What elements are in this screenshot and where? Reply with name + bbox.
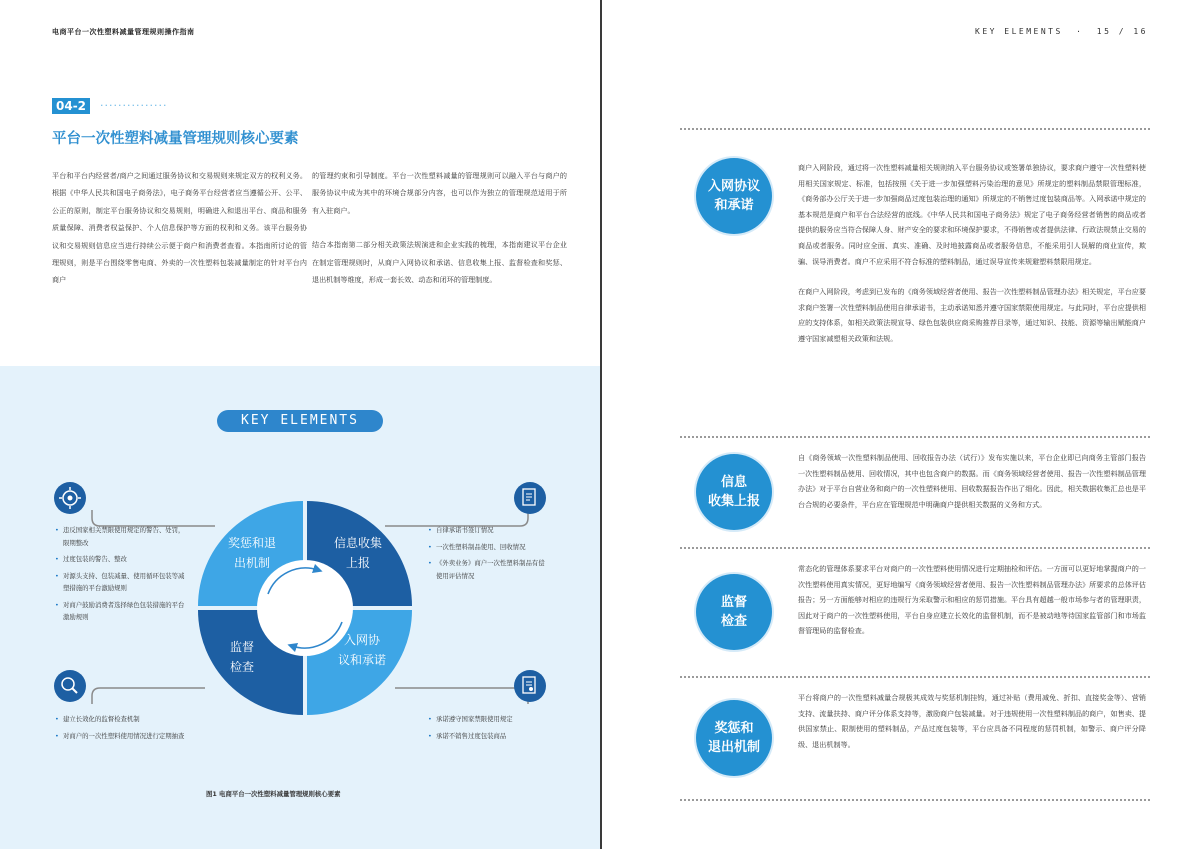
bullets-info-collection bbox=[428, 524, 550, 586]
section-body-entry-agreement bbox=[798, 160, 1146, 347]
list-item: • 一次性塑料制品使用、回收情况 bbox=[428, 541, 550, 554]
section-badge-label: 信息 收集上报 bbox=[707, 475, 760, 509]
list-item: • 承诺不销售过度包装商品 bbox=[428, 730, 550, 743]
running-title: 电商平台一次性塑料减量管理规则操作指南 bbox=[52, 28, 195, 36]
list-item: • 《外卖业务》商户一次性塑料制品有偿使用评估情况 bbox=[428, 557, 550, 582]
intro-paragraph: 的管理约束和引导制度。平台一次性塑料减量的管理规则可以融入平台与商户的服务协议中成为其中的环境合规部分内容，也可以作为独立的管理规范适用于所有入驻商户。 bbox=[312, 171, 567, 215]
divider bbox=[680, 799, 1150, 801]
list-item: • 承诺遵守国家禁限使用规定 bbox=[428, 713, 550, 726]
quadrant-label-entry-agreement: 入网协 议和承诺 bbox=[337, 633, 386, 667]
list-item: • 对源头支持、包装减量、使用循环包装等减塑措施的平台激励规则 bbox=[55, 570, 187, 595]
section-dots-divider: ··············· bbox=[100, 99, 168, 112]
divider bbox=[680, 436, 1150, 438]
list-item: • 过度包装的警告、整改 bbox=[55, 553, 187, 566]
body-paragraph: 在商户入网阶段，考虑到已发布的《商务领域经营者使用、报告一次性塑料制品管理办法》相关规定，平台应要求商户签署一次性塑料制品使用自律承诺书，主动承诺知悉并遵守国家禁限使用规定。与此同时，平台应提供相应的支持体系，如相关政策法规宣导、绿色包装供应商采购推荐目录等，通过知识、技能、资源等输出赋能商户遵守国家减塑相关政策和法规。 bbox=[798, 287, 1146, 343]
page-indicator: 15 / 16 bbox=[1096, 27, 1148, 36]
divider bbox=[680, 547, 1150, 549]
section-body-supervision bbox=[798, 561, 1146, 639]
key-elements-badge: KEY ELEMENTS bbox=[217, 410, 383, 432]
header-label: KEY ELEMENTS bbox=[975, 27, 1063, 36]
bullets-entry-agreement bbox=[428, 713, 550, 746]
intro-column-right bbox=[312, 167, 567, 305]
section-body-info-collection bbox=[798, 450, 1146, 512]
list-item: • 违反国家相关禁限使用规定的警告、处罚，限期整改 bbox=[55, 524, 187, 549]
gear-globe-icon bbox=[54, 482, 86, 514]
list-item: • 对商户的一次性塑料使用情况进行定期抽查 bbox=[55, 730, 187, 743]
figure-caption: 图1 电商平台一次性塑料减量管理规则核心要素 bbox=[206, 790, 341, 798]
section-badge-label: 奖惩和 退出机制 bbox=[707, 721, 760, 755]
connector-line bbox=[92, 688, 205, 704]
intro-column-left bbox=[52, 167, 307, 306]
list-item: • 建立长效化的监督检查机制 bbox=[55, 713, 187, 726]
running-header bbox=[975, 27, 1148, 36]
intro-paragraph: 平台和平台内经营者/商户之间通过服务协议和交易规则来规定双方的权利义务。根据《中华人民共和国电子商务法》，电子商务平台经营者应当遵循公开、公平、公正的原则，制定平台服务协议和交易规则，明确进入和退出平台、商品和服务质量保障、消费者权益保护、个人信息保护等方面的权利和义务。该平台服务协议和交易规则信息应当进行持续公示便于商户和消费者查看。本指南所讨论的管理规则，则是平台围绕零售电商、外卖的一次性塑料包装减量制定的针对平台内商户 bbox=[52, 171, 307, 285]
quadrant-label-supervision: 监督 检查 bbox=[229, 640, 254, 674]
section-badge-info-collection bbox=[696, 454, 772, 530]
section-badge-reward-exit bbox=[696, 700, 772, 776]
intro-paragraph: 结合本指南第二部分相关政策法规演进和企业实践的梳理，本指南建议平台企业在制定管理规则时，从商户入网协议和承诺、信息收集上报、监督检查和奖惩、退出机制等维度，形成一套长效、动态和闭环的管理制度。 bbox=[312, 240, 567, 285]
right-page bbox=[602, 0, 1200, 849]
magnifier-icon bbox=[54, 670, 86, 702]
divider bbox=[680, 676, 1150, 678]
header-separator: · bbox=[1076, 27, 1084, 36]
body-paragraph: 商户入网阶段，通过将一次性塑料减量相关规则纳入平台服务协议或签署单独协议，要求商户遵守一次性塑料使用相关国家规定、标准，包括按照《关于进一步加强塑料污染治理的意见》所规定的塑料制品禁限管理标准，《商务部办公厅关于进一步加强商品过度包装治理的通知》所规定的不销售过度包装商品等。入网承诺中规定的基本规范是商户和平台合法经营的底线。《中华人民共和国电子商务法》规定了电子商务经营者销售的商品或者提供的服务应当符合保障人身、财产安全的要求和环境保护要求，不得销售或者提供法律、行政法规禁止交易的商品或者服务。同时应全面、真实、准确、及时地披露商品或者服务信息，不能采用引人误解的商业宣传，欺骗、误导消费者。商户不应采用不符合标准的塑料制品，通过误导宣传来规避塑料禁限用规定。 bbox=[798, 163, 1146, 266]
section-badge-label: 监督 检查 bbox=[720, 595, 747, 629]
body-paragraph: 常态化的管理体系要求平台对商户的一次性塑料使用情况进行定期抽检和评估。一方面可以更好地掌握商户的一次性塑料使用真实情况，更好地编写《商务领域经营者使用、报告一次性塑料制品管理办法》所要求的总体评估报告；另一方面能够对相应的违规行为采取警示和相应的惩罚措施。平台具有超越一般市场参与者的管理职责，因此对于商户的一次性塑料使用，平台自身应建立长效化的监督机制，而不是被动地等待国家监管部门和市场监督管理局的监督检查。 bbox=[798, 564, 1146, 636]
section-body-reward-exit bbox=[798, 690, 1146, 752]
section-number: 04-2 bbox=[52, 98, 90, 114]
section-badge-entry-agreement bbox=[696, 158, 772, 234]
section-title: 平台一次性塑料减量管理规则核心要素 bbox=[52, 131, 299, 147]
document-icon bbox=[514, 482, 546, 514]
body-paragraph: 平台将商户的一次性塑料减量合规极其成效与奖惩机制挂钩，通过补贴（费用减免、折扣、直接奖金等）、营销支持、流量扶持、商户评分体系支持等，激励商户包装减量。对于违规使用一次性塑料制品的商户，如售卖、提供国家禁止、限制使用的塑料制品，产品过度包装等，平台应具备不同程度的惩罚机制，如警示、商户评分降级、退出机制等。 bbox=[798, 693, 1146, 749]
bullets-supervision bbox=[55, 713, 187, 746]
bullets-reward-exit bbox=[55, 524, 187, 628]
section-badge-label: 入网协议 和承诺 bbox=[707, 179, 760, 213]
divider bbox=[680, 128, 1150, 130]
list-item: • 自律承诺书签订情况 bbox=[428, 524, 550, 537]
body-paragraph: 自《商务领域一次性塑料制品使用、回收报告办法（试行）》发布实施以来，平台企业即已向商务主管部门报告一次性塑料制品使用、回收情况，其中也包含商户的数据。而《商务领域经营者使用、报告一次性塑料制品管理办法》对于平台自营业务和商户的一次性塑料使用、回收数据报告作出了细化。因此，相关数据收集汇总也是平台合规的必要条件，平台应在管理规范中明确商户提供相关数据的义务和方式。 bbox=[798, 453, 1146, 509]
list-item: • 对商户鼓励消费者选择绿色包装措施的平台激励规则 bbox=[55, 599, 187, 624]
quadrant-label-info-collection: 信息收集 上报 bbox=[333, 536, 382, 570]
section-badge-supervision bbox=[696, 574, 772, 650]
contract-icon bbox=[514, 670, 546, 702]
quadrant-label-reward-exit: 奖惩和退 出机制 bbox=[227, 536, 276, 570]
connector-line bbox=[395, 688, 528, 704]
